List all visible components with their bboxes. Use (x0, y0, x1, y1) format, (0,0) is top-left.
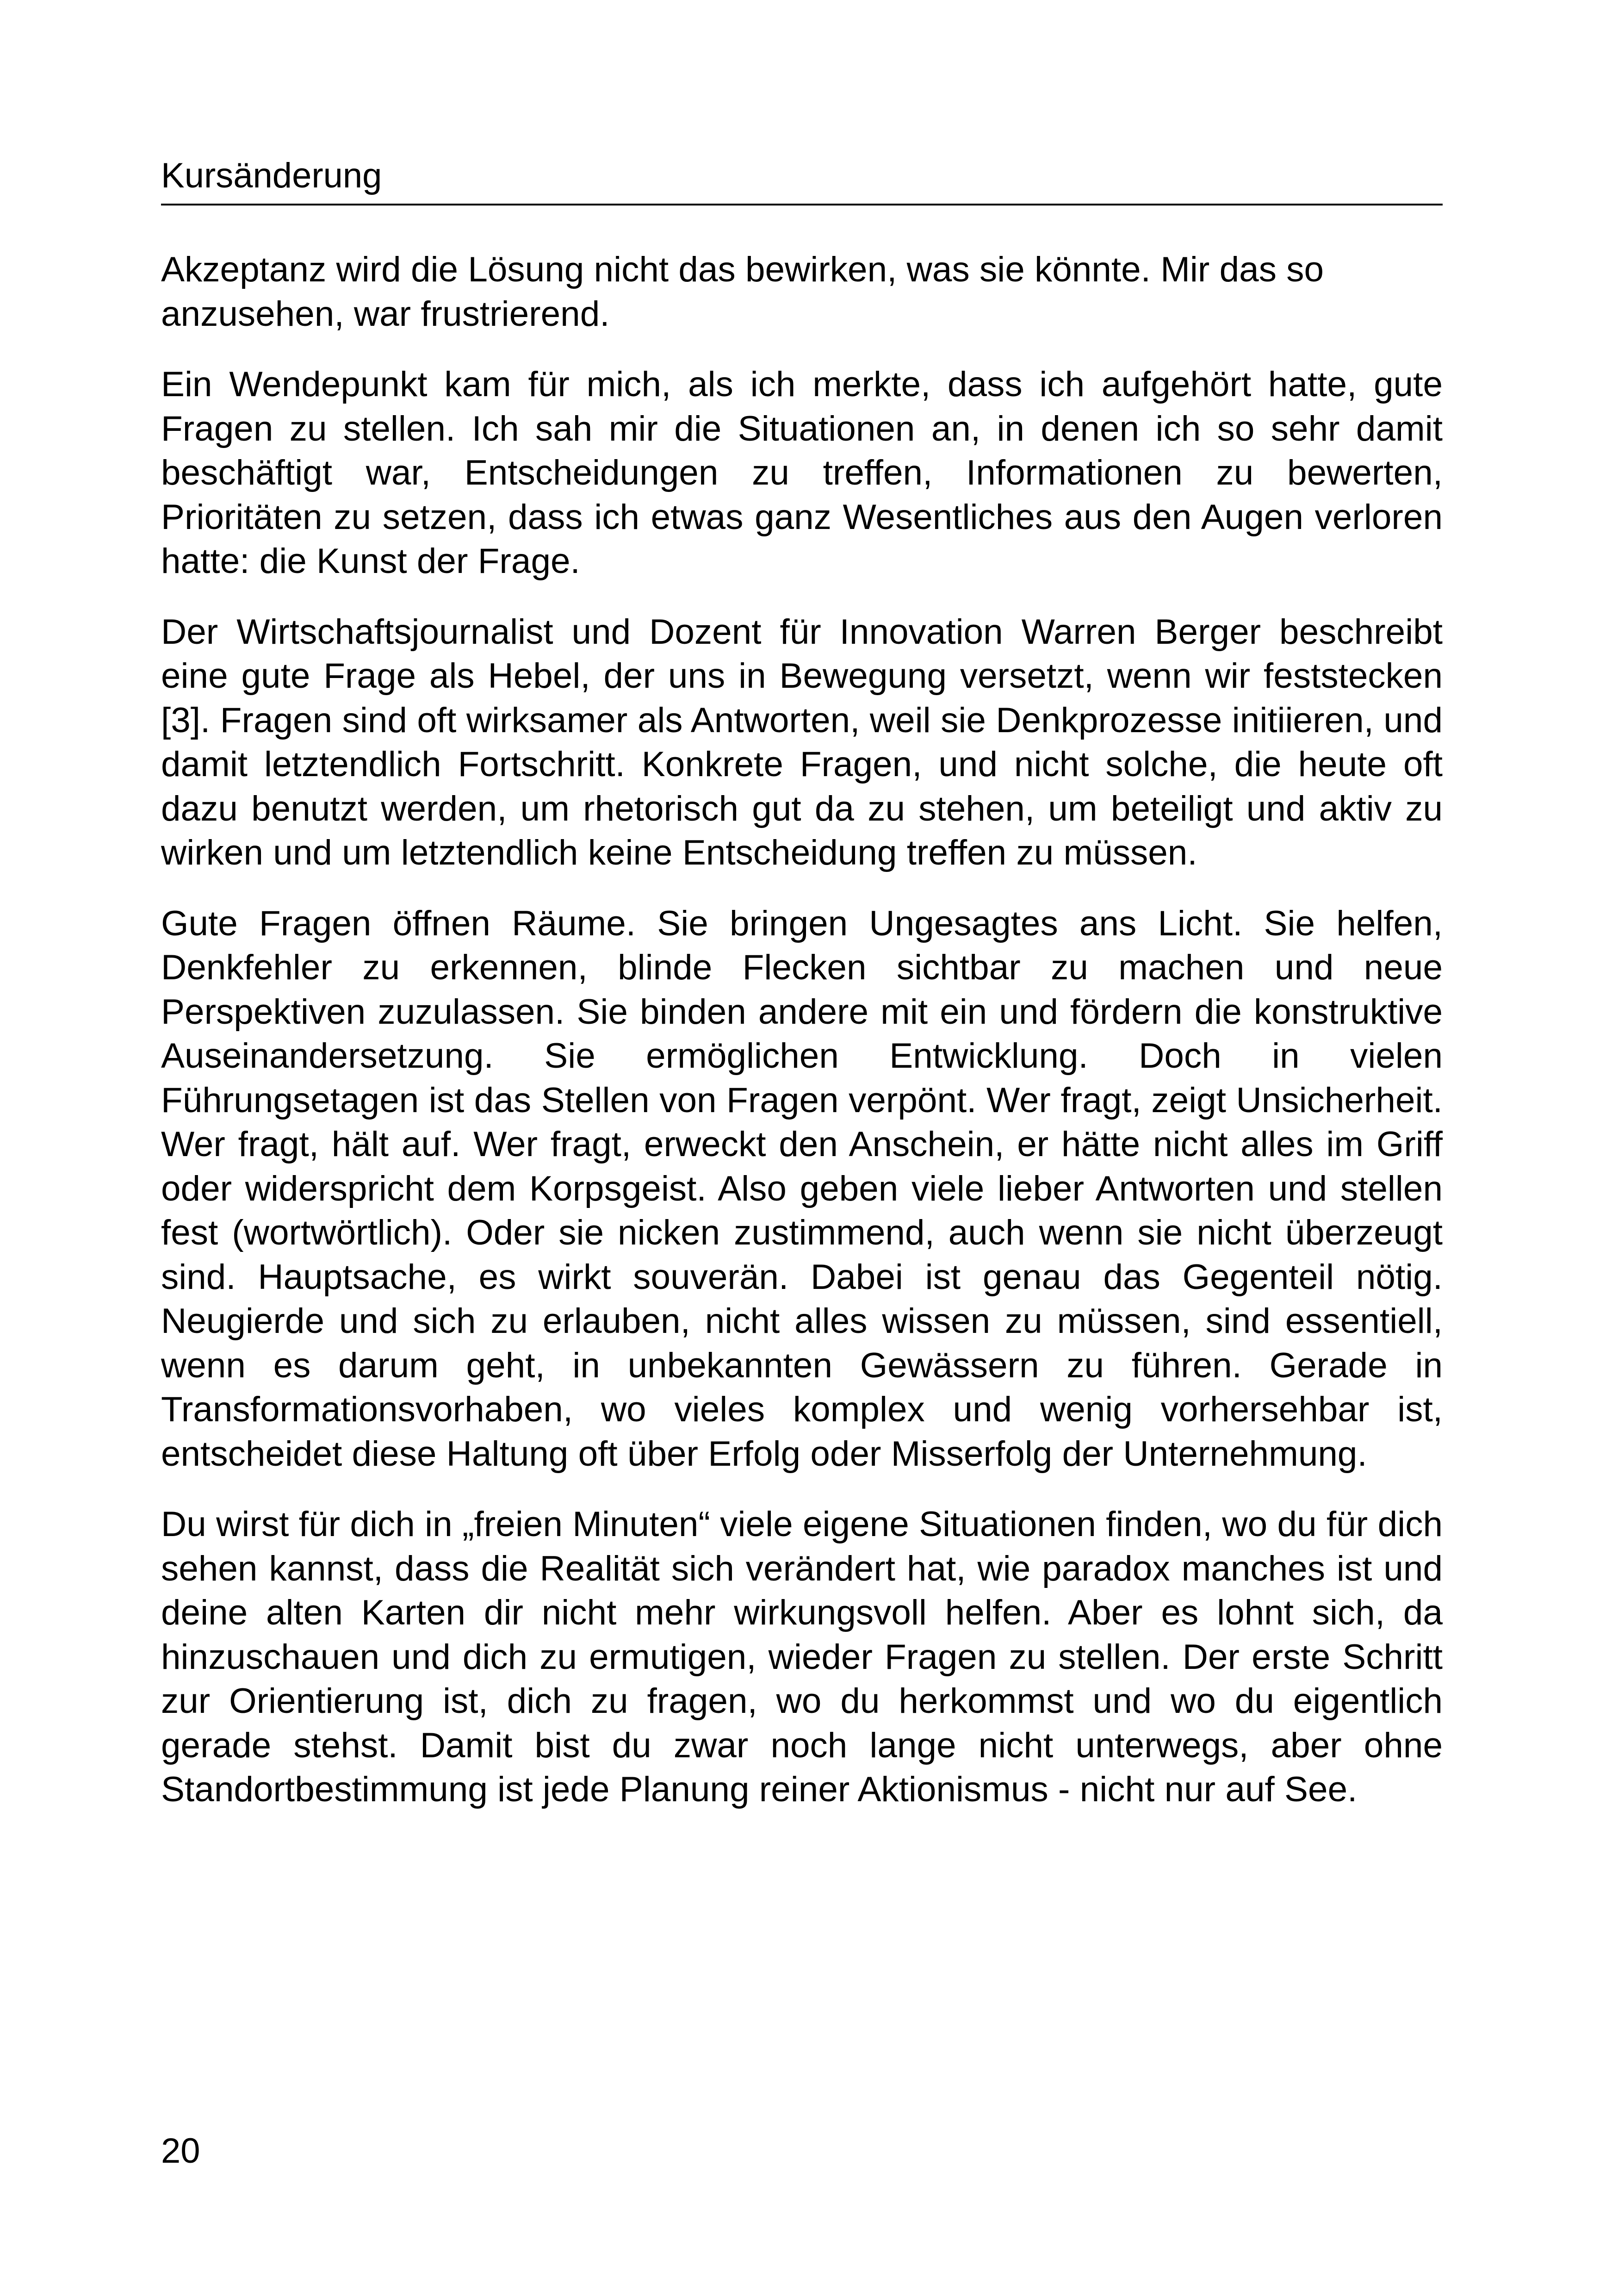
paragraph: Gute Fragen öffnen Räume. Sie bringen Ungesagtes ans Licht. Sie helfen, Denkfehler zu erkennen, blinde Flecken sichtbar zu machen und neue Perspektiven zuzulassen. Sie binden andere mit ein und fördern die konstruktive Auseinandersetzung. Sie ermöglichen Entwicklung. Doch in vielen Führungsetagen ist das Stellen von Fragen verpönt. Wer fragt, zeigt Unsicherheit. Wer fragt, hält auf. Wer fragt, erweckt den Anschein, er hätte nicht alles im Griff oder widerspricht dem Korpsgeist. Also geben viele lieber Antworten und stellen fest (wortwörtlich). Oder sie nicken zustimmend, auch wenn sie nicht überzeugt sind. Hauptsache, es wirkt souverän. Dabei ist genau das Gegenteil nötig. Neugierde und sich zu erlauben, nicht alles wissen zu müssen, sind essentiell, wenn es darum geht, in unbekannten Gewässern zu führen. Gerade in Transformationsvorhaben, wo vieles komplex und wenig vorhersehbar ist, entscheidet diese Haltung oft über Erfolg oder Misserfolg der Unternehmung. (161, 903, 1443, 1474)
page-number: 20 (161, 2131, 200, 2171)
paragraph: Der Wirtschaftsjournalist und Dozent für Innovation Warren Berger beschreibt eine gute Frage als Hebel, der uns in Bewegung versetzt, wenn wir feststecken [3]. Fragen sind oft wirksamer als Antworten, weil sie Denkprozesse initiieren, und damit letztendlich Fortschritt. Konkrete Fragen, und nicht solche, die heute oft dazu benutzt werden, um rhetorisch gut da zu stehen, um beteiligt und aktiv zu wirken und um letztendlich keine Entscheidung treffen zu müssen. (161, 612, 1443, 872)
body-text (161, 248, 1443, 1838)
paragraph: Ein Wendepunkt kam für mich, als ich merkte, dass ich aufgehört hatte, gute Fragen zu stellen. Ich sah mir die Situationen an, in denen ich so sehr damit beschäftigt war, Entscheidungen zu treffen, Informationen zu bewerten, Prioritäten zu setzen, dass ich etwas ganz Wesentliches aus den Augen verloren hatte: die Kunst der Frage. (161, 365, 1443, 581)
paragraph: Du wirst für dich in „freien Minuten“ viele eigene Situationen finden, wo du für dich sehen kannst, dass die Realität sich verändert hat, wie paradox manches ist und deine alten Karten dir nicht mehr wirkungsvoll helfen. Aber es lohnt sich, da hinzuschauen und dich zu ermutigen, wieder Fragen zu stellen. Der erste Schritt zur Orientierung ist, dich zu fragen, wo du herkommst und wo du eigentlich gerade stehst. Damit bist du zwar noch lange nicht unterwegs, aber ohne Standortbestimmung ist jede Planung reiner Aktionismus - nicht nur auf See. (161, 1505, 1443, 1809)
header-rule (161, 204, 1443, 205)
paragraph: Akzeptanz wird die Lösung nicht das bewirken, was sie könnte. Mir das so anzusehen, war frustrierend. (161, 250, 1324, 334)
running-header: Kursänderung (161, 156, 382, 195)
